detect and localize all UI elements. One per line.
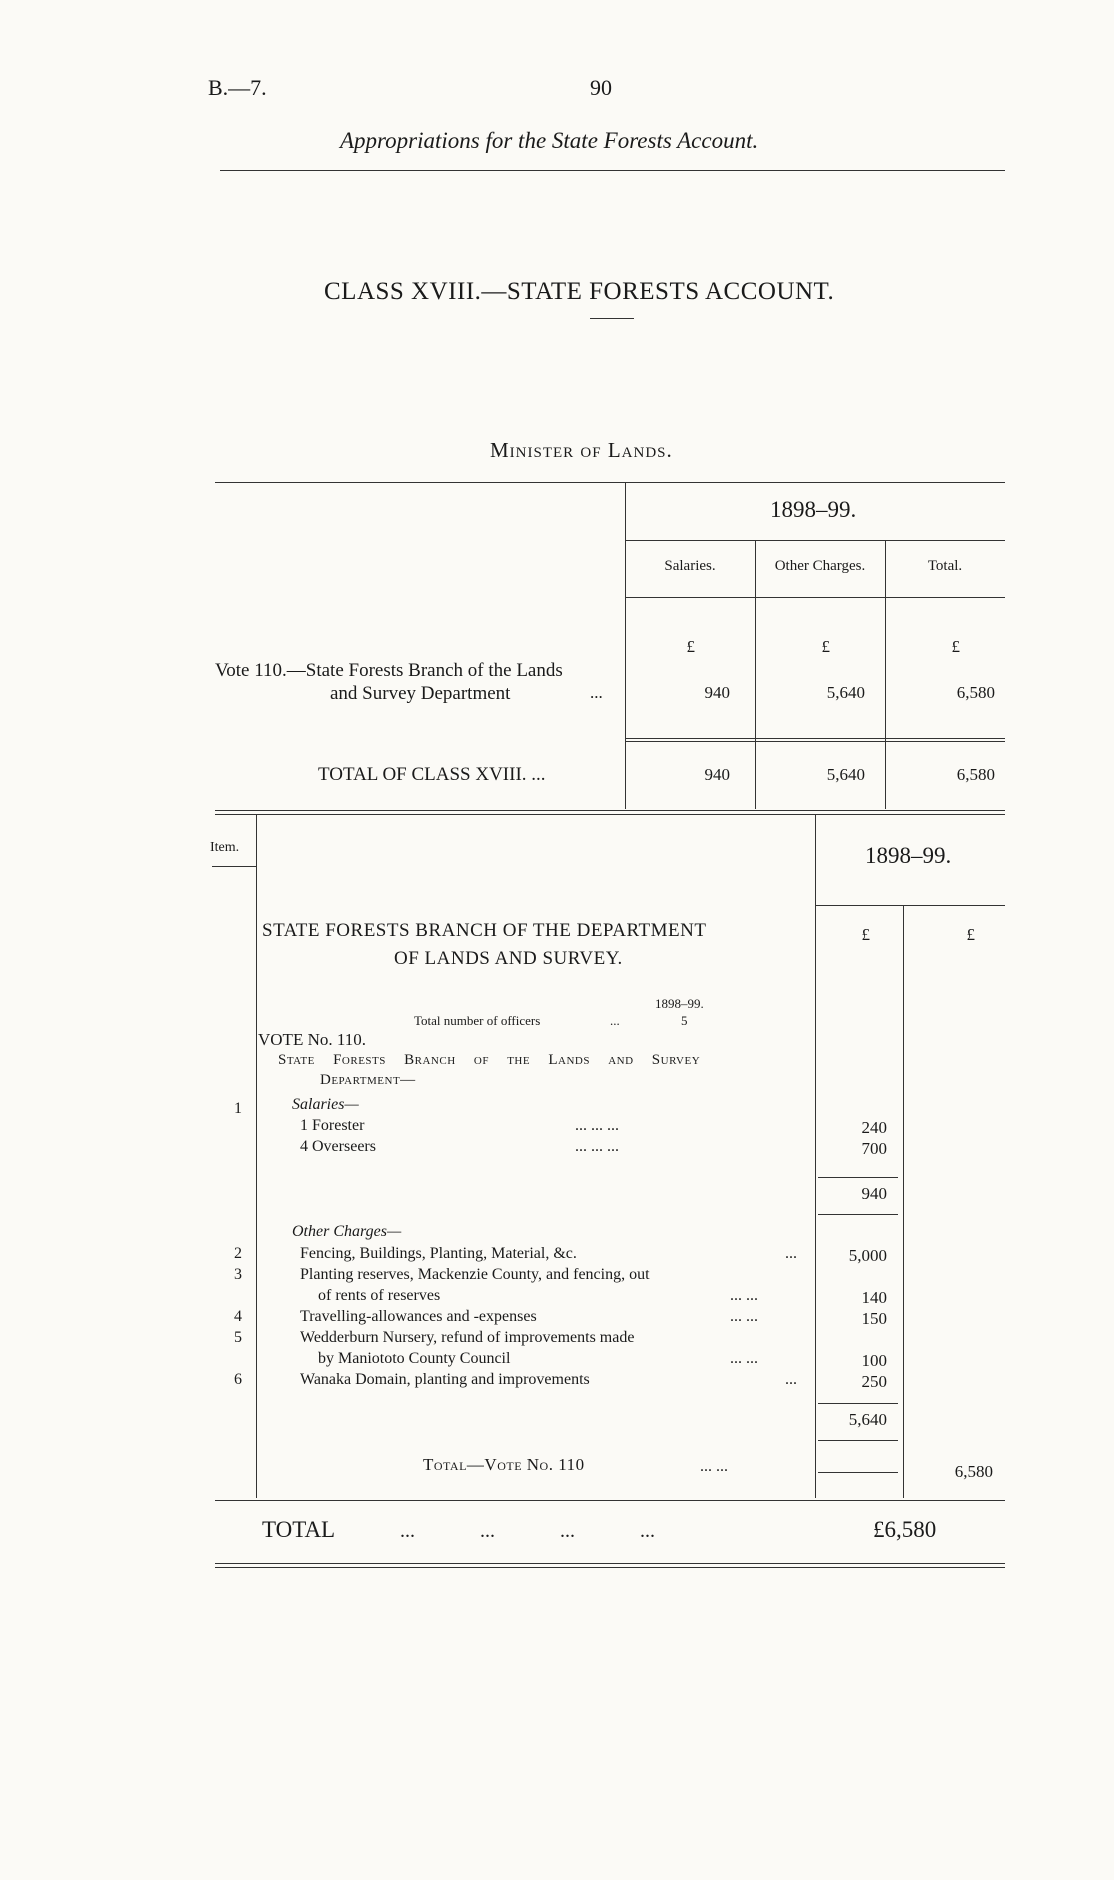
other-charges-heading: Other Charges— xyxy=(292,1223,402,1240)
class-total-label: TOTAL OF CLASS XVIII. ... xyxy=(318,764,546,785)
branch-heading-1: STATE FORESTS BRANCH OF THE DEPARTMENT xyxy=(262,920,707,941)
charge-amount: 140 xyxy=(861,1288,887,1307)
minister-heading: Minister of Lands. xyxy=(490,438,673,462)
summary-vote-total: 6,580 xyxy=(956,683,995,702)
summary-vote-label-1: Vote 110.—State Forests Branch of the Lands xyxy=(215,660,563,681)
col-other-charges-header: Other Charges. xyxy=(774,558,866,574)
branch-label-1: State Forests Branch of the Lands and Survey xyxy=(278,1052,701,1068)
vote-total-label: Total—Vote No. 110 xyxy=(423,1455,585,1474)
charge-amount: 150 xyxy=(861,1309,887,1328)
charge-label-continued: of rents of reserves xyxy=(318,1287,441,1304)
salary-label: 4 Overseers xyxy=(300,1138,376,1155)
item-number: 3 xyxy=(234,1266,242,1283)
charge-label: Fencing, Buildings, Planting, Material, &c. xyxy=(300,1245,577,1262)
charge-amount: 250 xyxy=(861,1372,887,1391)
document-ref: B.—7. xyxy=(208,75,267,100)
charge-label: Travelling-allowances and -expenses xyxy=(300,1308,537,1325)
class-title: CLASS XVIII.—STATE FORESTS ACCOUNT. xyxy=(324,278,835,305)
class-title-underline xyxy=(590,318,634,319)
vote-total-dots: ... ... xyxy=(700,1458,728,1475)
charge-dots: ... ... xyxy=(730,1350,758,1367)
summary-vote-salaries: 940 xyxy=(704,683,730,702)
item-number: 4 xyxy=(234,1308,242,1325)
summary-vote-other: 5,640 xyxy=(826,683,865,702)
summary-currency-other: £ xyxy=(821,637,830,656)
vote-total-amount: 6,580 xyxy=(954,1462,993,1481)
officers-year: 1898–99. xyxy=(655,996,704,1011)
charge-dots: ... xyxy=(785,1371,797,1388)
grand-total-dots: ... ... ... ... xyxy=(400,1520,655,1542)
item-number: 1 xyxy=(234,1100,242,1117)
charge-label: Wanaka Domain, planting and improvements xyxy=(300,1371,590,1388)
charge-label: Planting reserves, Mackenzie County, and fencing, out xyxy=(300,1266,650,1283)
officers-label: Total number of officers xyxy=(414,1013,541,1028)
item-number: 5 xyxy=(234,1329,242,1346)
page-number: 90 xyxy=(590,75,612,100)
header-rule xyxy=(220,170,1005,171)
item-number: 2 xyxy=(234,1245,242,1262)
detail-currency-1: £ xyxy=(861,925,870,944)
salary-label: 1 Forester xyxy=(300,1117,365,1134)
charge-dots: ... ... xyxy=(730,1287,758,1304)
salary-amount: 240 xyxy=(861,1118,887,1137)
running-title: Appropriations for the State Forests Account. xyxy=(340,128,759,153)
salary-dots: ... ... ... xyxy=(575,1138,619,1155)
item-number: 6 xyxy=(234,1371,242,1388)
class-total-salaries: 940 xyxy=(704,765,730,784)
branch-label-2: Department— xyxy=(320,1072,416,1088)
item-column-header: Item. xyxy=(210,840,240,855)
officers-count: 5 xyxy=(681,1013,688,1028)
salary-dots: ... ... ... xyxy=(575,1117,619,1134)
detail-currency-2: £ xyxy=(966,925,975,944)
detail-year: 1898–99. xyxy=(865,843,952,868)
charge-amount: 5,000 xyxy=(848,1246,887,1265)
charge-dots: ... xyxy=(785,1245,797,1262)
grand-total-label: TOTAL xyxy=(262,1517,336,1542)
summary-year: 1898–99. xyxy=(770,497,857,522)
grand-total-amount: £6,580 xyxy=(873,1517,937,1542)
charge-amount: 100 xyxy=(861,1351,887,1370)
col-total-header: Total. xyxy=(927,558,963,574)
salaries-subtotal: 940 xyxy=(861,1184,887,1203)
class-total-other: 5,640 xyxy=(826,765,865,784)
officers-dots: ... xyxy=(610,1013,620,1028)
charge-label-continued: by Maniototo County Council xyxy=(318,1350,511,1367)
charge-label: Wedderburn Nursery, refund of improvements made xyxy=(300,1329,635,1346)
other-charges-subtotal: 5,640 xyxy=(848,1410,887,1429)
col-salaries-header: Salaries. xyxy=(664,558,716,574)
summary-currency-salaries: £ xyxy=(686,637,695,656)
summary-vote-label-2: and Survey Department xyxy=(330,683,511,704)
class-total-total: 6,580 xyxy=(956,765,995,784)
salaries-heading: Salaries— xyxy=(292,1096,359,1113)
vote-label: VOTE No. 110. xyxy=(258,1030,366,1049)
branch-heading-2: OF LANDS AND SURVEY. xyxy=(394,948,623,969)
charge-dots: ... ... xyxy=(730,1308,758,1325)
salary-amount: 700 xyxy=(861,1139,887,1158)
summary-currency-total: £ xyxy=(951,637,960,656)
summary-vote-dots: ... xyxy=(590,683,603,702)
